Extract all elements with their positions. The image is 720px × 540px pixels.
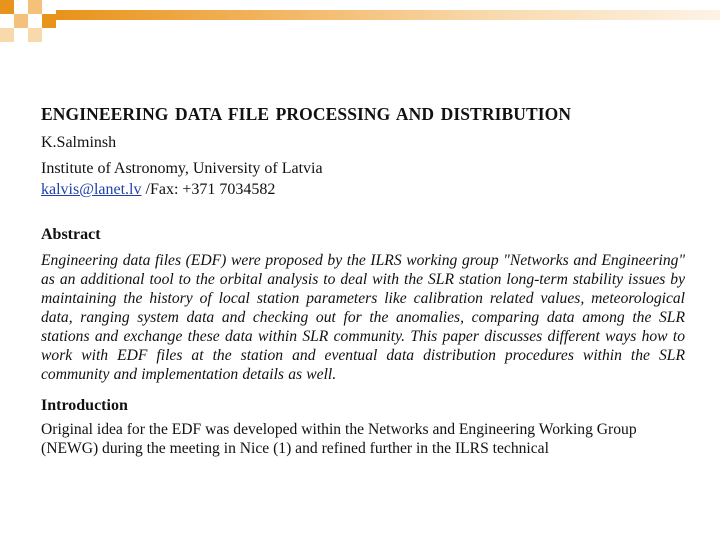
abstract-paragraph: Engineering data files (EDF) were proposed by the ILRS working group "Networks and Engineering" as an additional tool to the orbital analysis to deal with the SLR station long-term stability issues by maintaining the history of local station parameters like calibration related values, meteorological data, ranging system data and checking out for the anomalies, comparing data among the SLR stations and exchange these data within SLR community. This paper discusses different ways how to work with EDF files at the station and eventual data distribution procedures within the SLR community and implementation details as well. xyxy=(41,252,685,383)
slide-header-decoration xyxy=(0,0,720,48)
contact-line xyxy=(41,179,685,200)
fax-text: /Fax: +371 7034582 xyxy=(141,181,276,198)
deco-square xyxy=(0,0,14,14)
introduction-paragraph: Original idea for the EDF was developed within the Networks and Engineering Working Group (NEWG) during the meeting in Nice (1) and refined further in the ILRS technical xyxy=(41,421,637,457)
document-body xyxy=(41,104,685,458)
affiliation: Institute of Astronomy, University of Latvia xyxy=(41,160,323,177)
header-gradient-bar xyxy=(56,10,720,20)
deco-square xyxy=(14,14,28,28)
introduction-heading: Introduction xyxy=(41,397,128,414)
deco-square xyxy=(28,0,42,14)
author-name: K.Salminsh xyxy=(41,134,117,151)
email-link[interactable]: kalvis@lanet.lv xyxy=(41,181,142,198)
deco-square xyxy=(0,28,14,42)
document-title: ENGINEERING DATA FILE PROCESSING AND DISTRIBUTION xyxy=(41,104,572,124)
deco-square xyxy=(28,28,42,42)
deco-square xyxy=(42,14,56,28)
abstract-heading: Abstract xyxy=(41,226,101,243)
